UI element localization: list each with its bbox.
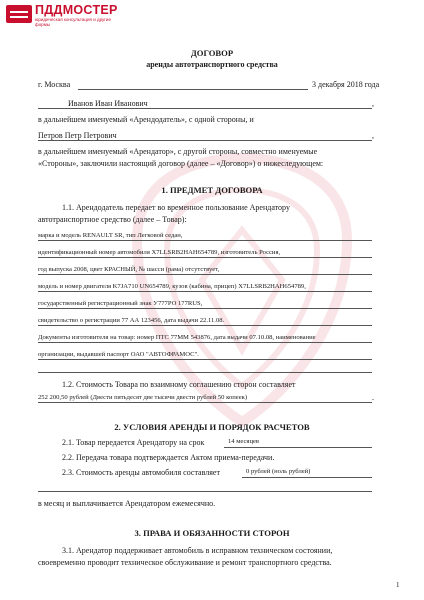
section-3-title: 3. ПРАВА И ОБЯЗАННОСТИ СТОРОН bbox=[134, 528, 290, 538]
car-line: свидетельство о регистрации 77 АА 123456, дата выдачи 22.11.08. bbox=[38, 317, 225, 324]
blank-underline bbox=[38, 372, 372, 373]
clause-2-1-label: 2.1. Товар передается Арендатору на срок bbox=[62, 438, 205, 447]
goods-value-underline bbox=[38, 402, 372, 403]
lessee-name-underline bbox=[38, 140, 372, 141]
car-line: год выпуска 2008, цвет КРАСНЫЙ, № шасси (рама) отсутствует, bbox=[38, 266, 220, 273]
lessor-role: в дальнейшем именуемый «Арендодатель», с одной стороны, и bbox=[38, 115, 254, 124]
document-city: г. Москва bbox=[38, 80, 71, 89]
section-2-title: 2. УСЛОВИЯ АРЕНДЫ И ПОРЯДОК РАСЧЕТОВ bbox=[114, 422, 310, 432]
brand-logo-text bbox=[35, 4, 127, 27]
car-line: государственный регистрационный знак У777РО 177RUS, bbox=[38, 300, 203, 307]
rent-value-underline bbox=[242, 477, 372, 478]
brand-tagline: юридическая консультация и другие формы bbox=[35, 17, 111, 27]
goods-value: 252 200,50 рублей (Двести пятьдесят две тысячи двести рублей 50 копеек) bbox=[38, 394, 248, 401]
lease-term-underline bbox=[224, 447, 372, 448]
clause-1-1-line-2: автотранспортное средство (далее – Товар): bbox=[38, 215, 187, 224]
car-line-underline bbox=[38, 359, 372, 360]
brand-name: ПДДМОСТЕР bbox=[35, 3, 118, 17]
lessee-role: в дальнейшем именуемый «Арендатор», с другой стороны, совместно именуемые bbox=[38, 147, 318, 156]
section-1-title: 1. ПРЕДМЕТ ДОГОВОРА bbox=[161, 185, 263, 195]
car-line-underline bbox=[38, 342, 372, 343]
city-date-underline bbox=[78, 89, 308, 90]
clause-2-3-label: 2.3. Стоимость аренды автомобиля составляет bbox=[62, 468, 220, 477]
clause-3-1-line-2: своевременно проводит техническое обслуживание и ремонт транспортного средства. bbox=[38, 558, 332, 567]
car-line-underline bbox=[38, 308, 372, 309]
lessee-name: Петров Петр Петрович bbox=[38, 131, 117, 140]
document-subtitle: аренды автотранспортного средства bbox=[146, 60, 278, 69]
car-line-underline bbox=[38, 291, 372, 292]
rent-continued-underline bbox=[38, 491, 372, 492]
brand-logo-icon bbox=[6, 5, 32, 23]
car-line-underline bbox=[38, 240, 372, 241]
car-line-underline bbox=[38, 325, 372, 326]
page-number: 1 bbox=[396, 581, 400, 589]
car-line: организации, выдавшей паспорт ОАО "АВТОФРАМОС". bbox=[38, 351, 199, 358]
car-line-underline bbox=[38, 274, 372, 275]
rent-value: 0 рублей (ноль рублей) bbox=[246, 468, 311, 475]
clause-2-2: 2.2. Передача товара подтверждается Актом приема-передачи. bbox=[62, 453, 275, 462]
brand-logo bbox=[6, 4, 127, 27]
lessor-name: Иванов Иван Иванович bbox=[68, 99, 148, 108]
clause-1-2: 1.2. Стоимость Товара по взаимному соглашению сторон составляет bbox=[62, 380, 296, 389]
car-line: идентификационный номер автомобиля X7LLSRB2HAH654789, изготовитель Россия, bbox=[38, 249, 281, 256]
parties-line: «Стороны», заключили настоящий договор (далее – «Договор») о нижеследующем: bbox=[38, 159, 324, 168]
car-line: Документы изготовителя на товар: номер ПТС 77ММ 543876, дата выдачи 07.10.08, наименование bbox=[38, 334, 316, 341]
lessor-name-underline bbox=[38, 108, 372, 109]
document-title: ДОГОВОР bbox=[190, 48, 234, 58]
clause-1-1-line-1: 1.1. Арендодатель передает во временное пользование Арендатору bbox=[62, 203, 290, 212]
document-date: 3 декабря 2018 года bbox=[312, 80, 380, 89]
clause-3-1-line-1: 3.1. Арендатор поддерживает автомобиль в исправном техническом состоянии, bbox=[62, 546, 333, 555]
car-line: модель и номер двигателя K7JA710 UN654789, кузов (кабина, прицеп) X7LLSRB2HAH654789, bbox=[38, 283, 306, 290]
car-line: марка и модель RENAULT SR, тип Легковой седан, bbox=[38, 232, 183, 239]
lease-term-value: 14 месяцев bbox=[228, 438, 260, 445]
car-line-underline bbox=[38, 257, 372, 258]
clause-2-3-tail: в месяц и выплачивается Арендатором ежемесячно. bbox=[38, 499, 216, 508]
